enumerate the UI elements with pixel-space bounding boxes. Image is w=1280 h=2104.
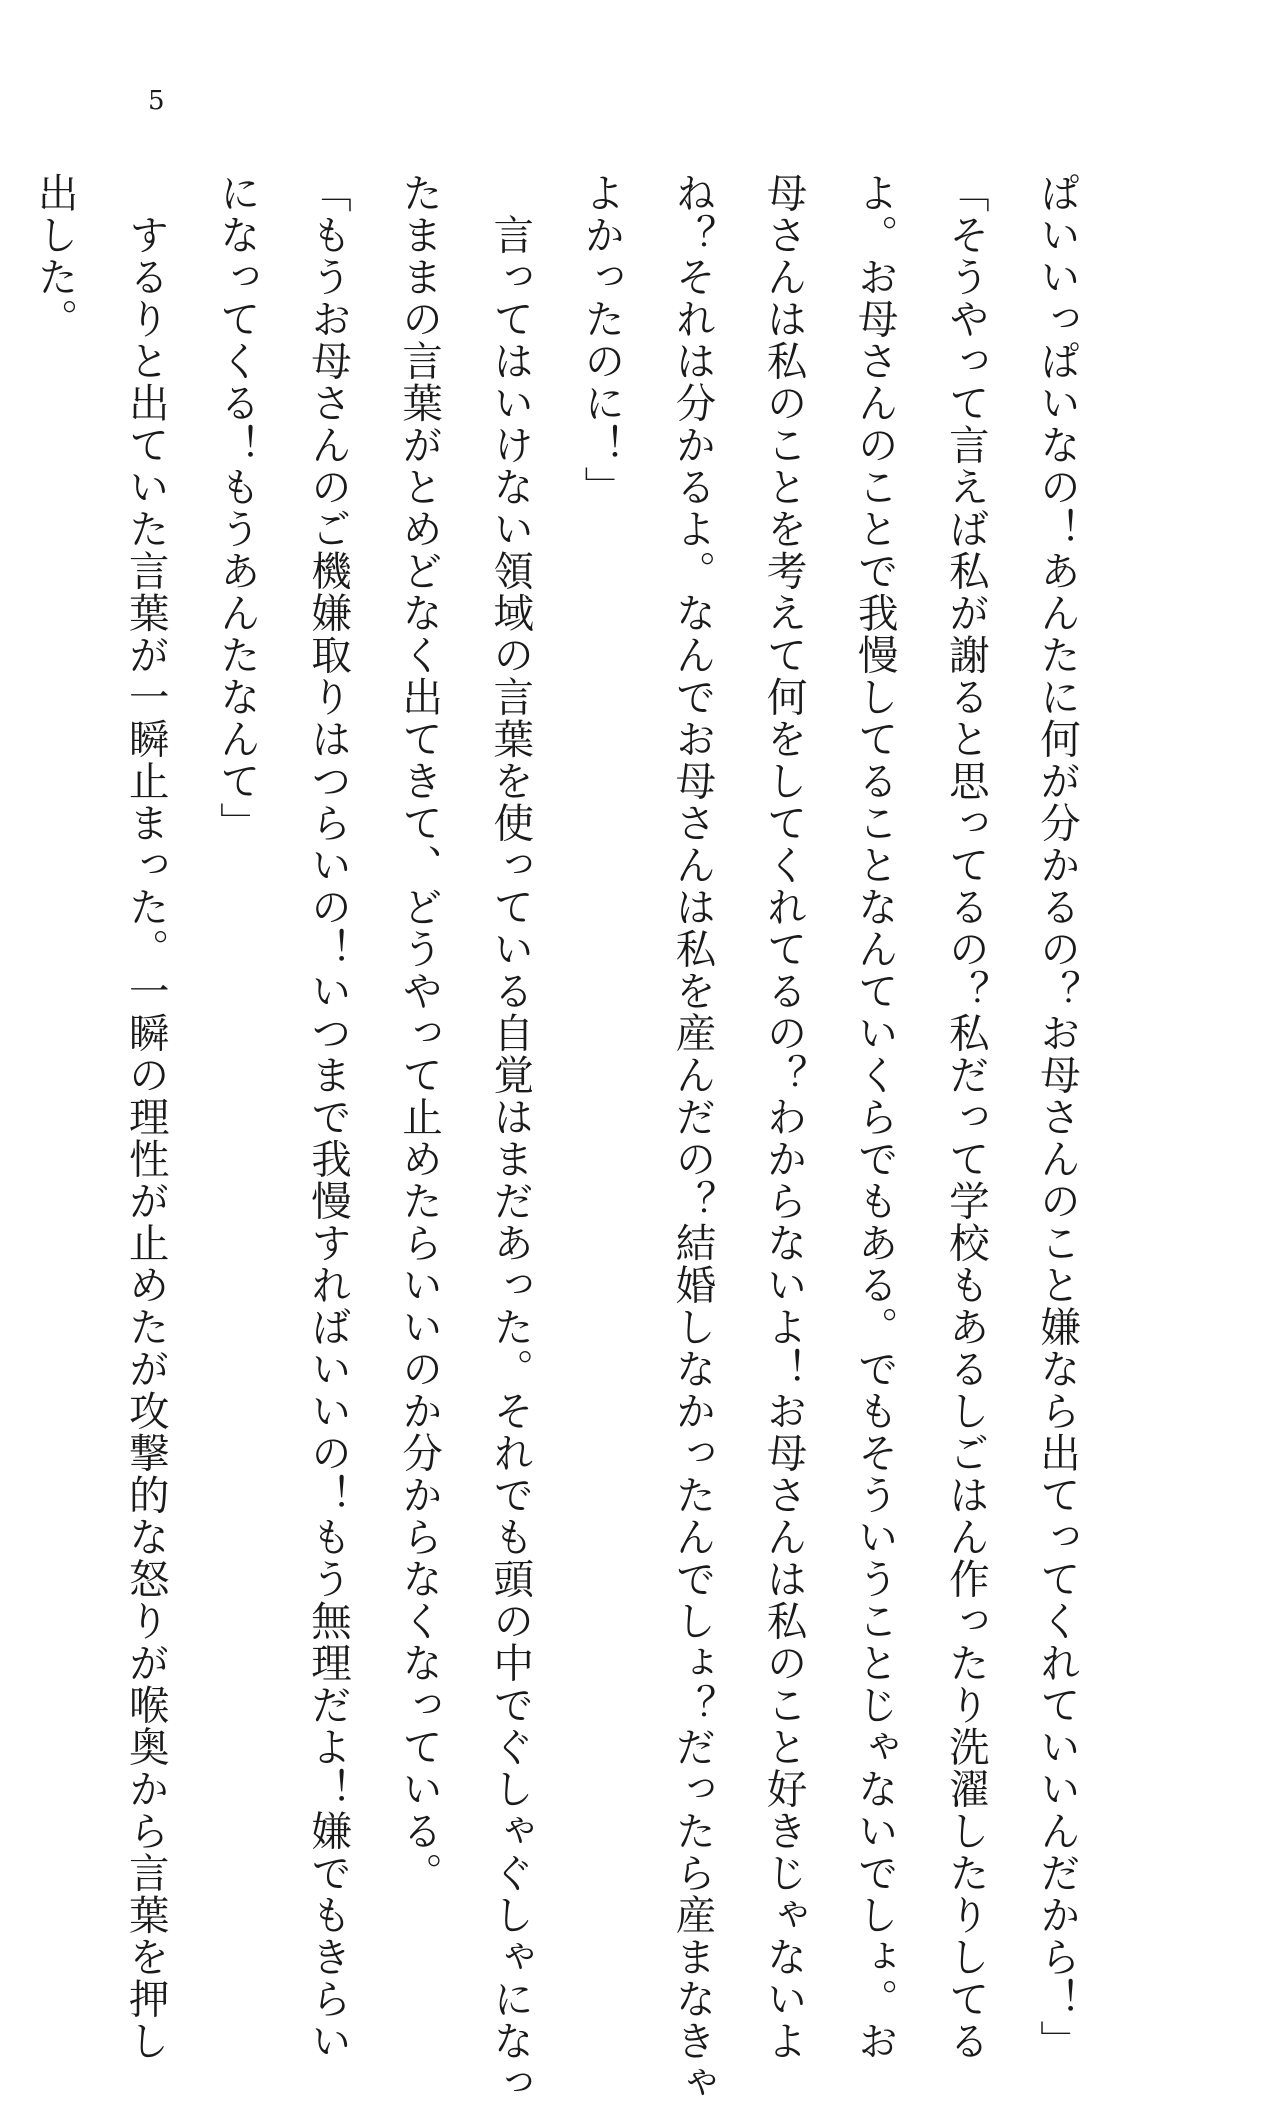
text-line: になってくる！もうあんたなんて」	[212, 172, 261, 844]
text-line	[0, 172, 9, 1772]
text-line: ぱいいっぱいなの！あんたに何が分かるの？お母さんのこと嫌なら出てってくれていいんだから！」	[1033, 172, 1081, 2062]
vertical-text-body	[0, 172, 1102, 2104]
text-line: 「もうお母さんのご機嫌取りはつらいの！いつまで我慢すればいいの！もう無理だよ！嫌でもきらい	[304, 172, 352, 2062]
text-line: するりと出ていた言葉が一瞬止まった。一瞬の理性が止めたが攻撃的な怒りが喉奥から言葉を押し	[121, 172, 170, 2062]
text-line: ね？それは分かるよ。なんでお母さんは私を産んだの？結婚しなかったんでしょ？だったら産まなきゃ	[668, 172, 717, 2104]
text-line: たままの言葉がとめどなく出てきて、どうやって止めたらいいのか分からなくなっている。	[395, 172, 444, 1894]
page-number: 5	[148, 86, 165, 116]
text-line: 「そうやって言えば私が謝ると思ってるの？私だって学校もあるしごはん作ったり洗濯したりしてる	[941, 172, 990, 2062]
text-line: よかったのに！」	[577, 172, 626, 508]
text-line: 母さんは私のことを考えて何をしてくれてるの？わからないよ！お母さんは私のこと好きじゃないよ	[759, 172, 808, 2062]
text-line: 言ってはいけない領域の言葉を使っている自覚はまだあった。それでも頭の中でぐしゃぐしゃになっ	[486, 172, 535, 2104]
text-line: 出した。	[30, 172, 79, 340]
text-line: よ。お母さんのことで我慢してることなんていくらでもある。でもそういうことじゃないでしょ。お	[850, 172, 899, 2062]
